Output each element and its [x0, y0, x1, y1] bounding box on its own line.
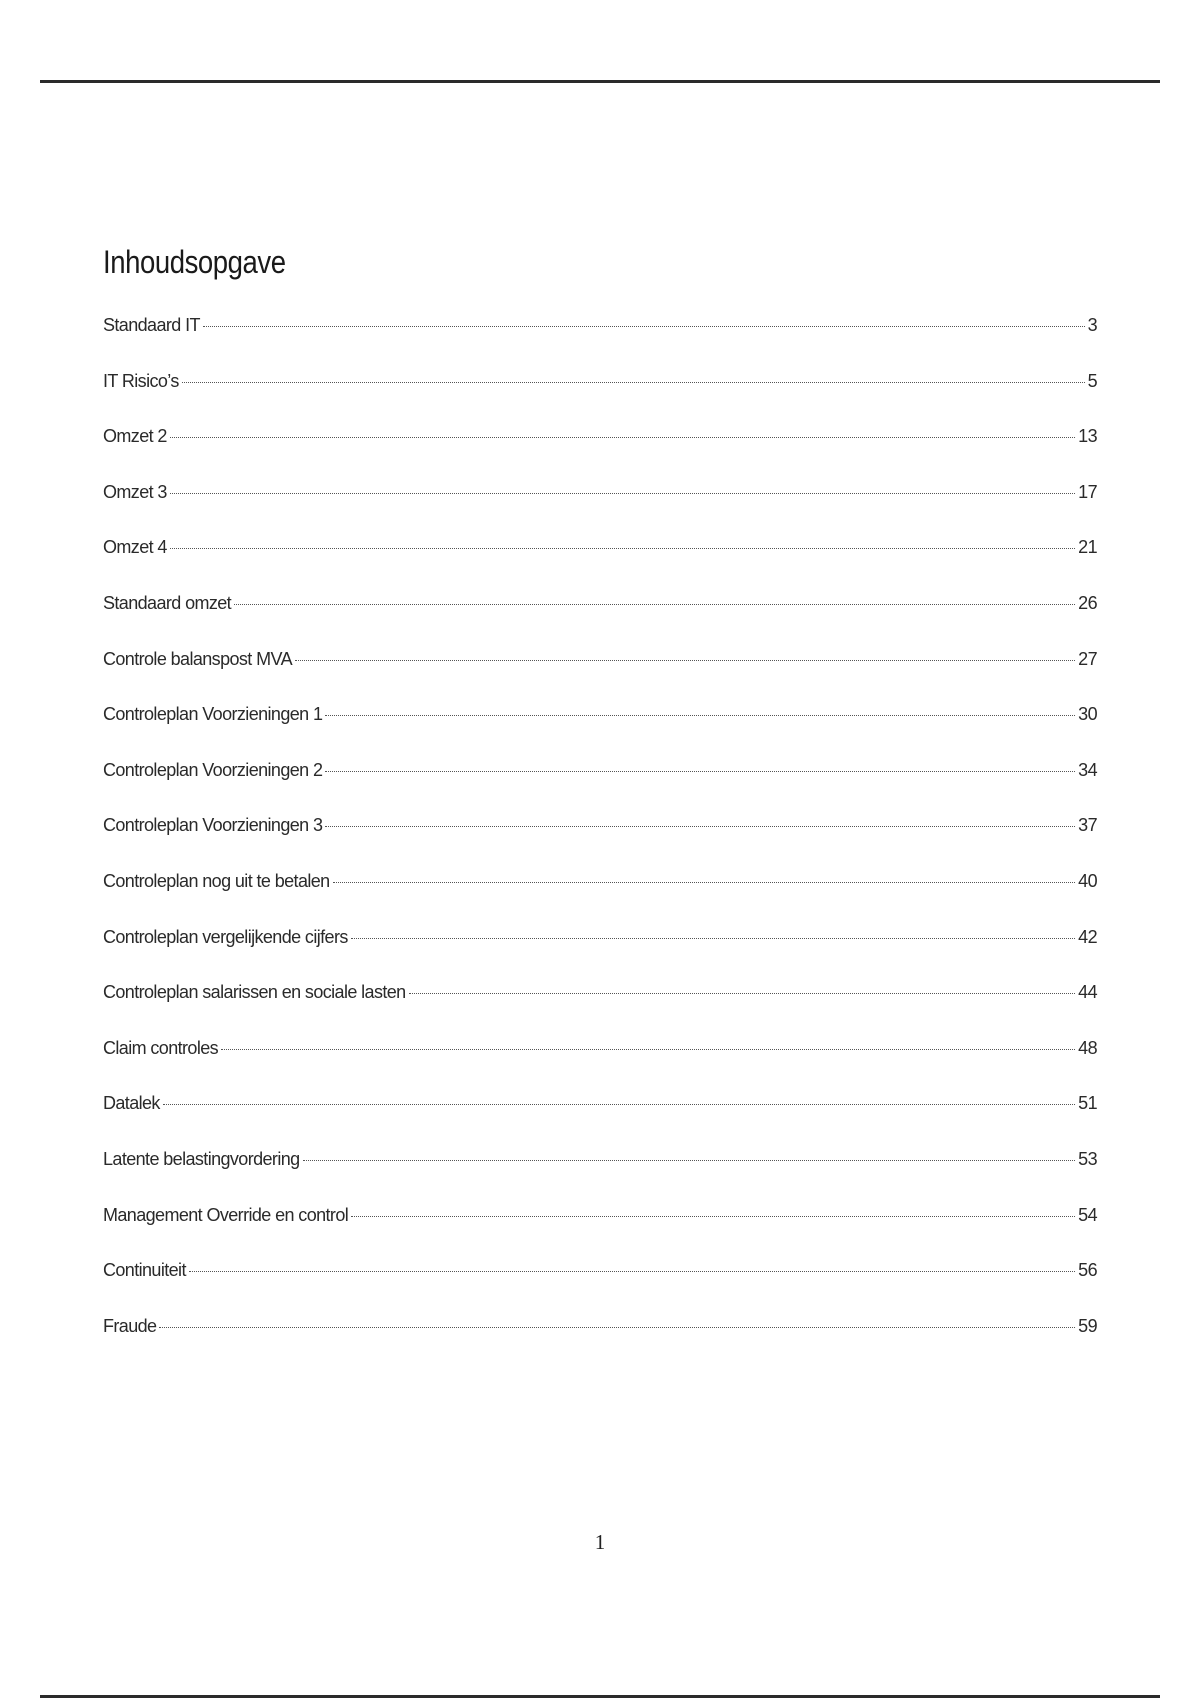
toc-entry[interactable] [103, 482, 1097, 538]
toc-entry-page: 37 [1078, 815, 1097, 836]
toc-title: Inhoudsopgave [103, 244, 286, 280]
toc-entry[interactable] [103, 927, 1097, 983]
toc-entry-label: Claim controles [103, 1037, 219, 1058]
toc-entry-page: 30 [1078, 704, 1097, 725]
toc-dot-leader [295, 660, 1075, 661]
toc-dot-leader [351, 1216, 1075, 1217]
toc-entry-label: Standaard IT [103, 315, 200, 335]
page-number: 1 [594, 1530, 606, 1554]
toc-entry[interactable] [103, 1205, 1097, 1261]
toc-entry-page: 3 [1087, 315, 1097, 335]
toc-entry-page: 44 [1078, 982, 1097, 1003]
toc-dot-leader [170, 437, 1075, 438]
toc-entry-page: 48 [1078, 1037, 1097, 1058]
toc-entry[interactable] [103, 649, 1097, 705]
toc-dot-leader [170, 548, 1075, 549]
toc-dot-leader [182, 382, 1085, 383]
toc-entry[interactable] [103, 593, 1097, 649]
toc-entry[interactable] [103, 1316, 1097, 1372]
toc-dot-leader [303, 1160, 1076, 1161]
toc-entry-label: Continuiteit [103, 1260, 186, 1281]
toc-entry[interactable] [103, 537, 1097, 593]
toc-entry-page: 42 [1078, 926, 1097, 947]
toc-entry-page: 17 [1078, 481, 1097, 502]
toc-entry[interactable] [103, 1093, 1097, 1149]
toc-entry-label: Standaard omzet [103, 592, 232, 613]
toc-dot-leader [333, 882, 1076, 883]
toc-entry[interactable] [103, 426, 1097, 482]
toc-entry-page: 5 [1087, 370, 1097, 391]
toc-entry-page: 34 [1078, 759, 1097, 780]
toc-entry-page: 26 [1078, 592, 1097, 613]
toc-entry-page: 21 [1078, 537, 1097, 558]
toc-entry-label: Controle balanspost MVA [103, 648, 292, 669]
toc-entry-label: Controleplan nog uit te betalen [103, 870, 330, 891]
toc-entry-page: 56 [1078, 1260, 1097, 1281]
toc-dot-leader [159, 1327, 1075, 1328]
toc-entry-page: 53 [1078, 1148, 1097, 1169]
toc-entry-label: Fraude [103, 1315, 157, 1336]
toc-entry[interactable] [103, 704, 1097, 760]
toc-entry[interactable] [103, 315, 1097, 371]
toc-entry-label: Management Override en control [103, 1204, 349, 1225]
toc-dot-leader [221, 1049, 1075, 1050]
toc-entry-label: Controleplan Voorzieningen 1 [103, 704, 323, 725]
toc-entry[interactable] [103, 1260, 1097, 1316]
toc-entry[interactable] [103, 371, 1097, 427]
header-rule [40, 80, 1160, 83]
toc-entry-page: 51 [1078, 1093, 1097, 1114]
toc-entry-label: Controleplan salarissen en sociale lasten [103, 982, 406, 1003]
toc-entry[interactable] [103, 1038, 1097, 1094]
toc-entry-page: 59 [1078, 1315, 1097, 1336]
toc-entry-label: Omzet 3 [103, 481, 167, 502]
toc-entry-label: Controleplan Voorzieningen 3 [103, 815, 323, 836]
toc-entry[interactable] [103, 815, 1097, 871]
toc-entry[interactable] [103, 982, 1097, 1038]
toc-entry-label: Latente belastingvordering [103, 1148, 300, 1169]
toc-entry[interactable] [103, 871, 1097, 927]
toc-entry-label: IT Risico’s [103, 370, 179, 391]
toc-dot-leader [351, 938, 1075, 939]
toc-entry-page: 27 [1078, 648, 1097, 669]
toc-dot-leader [234, 604, 1075, 605]
toc-entry-page: 54 [1078, 1204, 1097, 1225]
toc-dot-leader [325, 826, 1075, 827]
toc-dot-leader [170, 493, 1075, 494]
toc-dot-leader [325, 715, 1075, 716]
toc-entry-label: Omzet 4 [103, 537, 167, 558]
toc-entry-label: Datalek [103, 1093, 160, 1114]
toc-entry[interactable] [103, 760, 1097, 816]
toc-dot-leader [163, 1104, 1075, 1105]
toc-entry[interactable] [103, 1149, 1097, 1205]
toc-entry-label: Omzet 2 [103, 426, 167, 447]
toc-dot-leader [409, 993, 1076, 994]
toc-entry-label: Controleplan vergelijkende cijfers [103, 926, 348, 947]
toc-entry-page: 40 [1078, 870, 1097, 891]
toc-dot-leader [325, 771, 1075, 772]
toc-dot-leader [203, 326, 1085, 327]
toc-entry-page: 13 [1078, 426, 1097, 447]
table-of-contents [103, 315, 1097, 1371]
toc-entry-label: Controleplan Voorzieningen 2 [103, 759, 323, 780]
toc-dot-leader [189, 1271, 1075, 1272]
footer-rule [40, 1695, 1160, 1698]
